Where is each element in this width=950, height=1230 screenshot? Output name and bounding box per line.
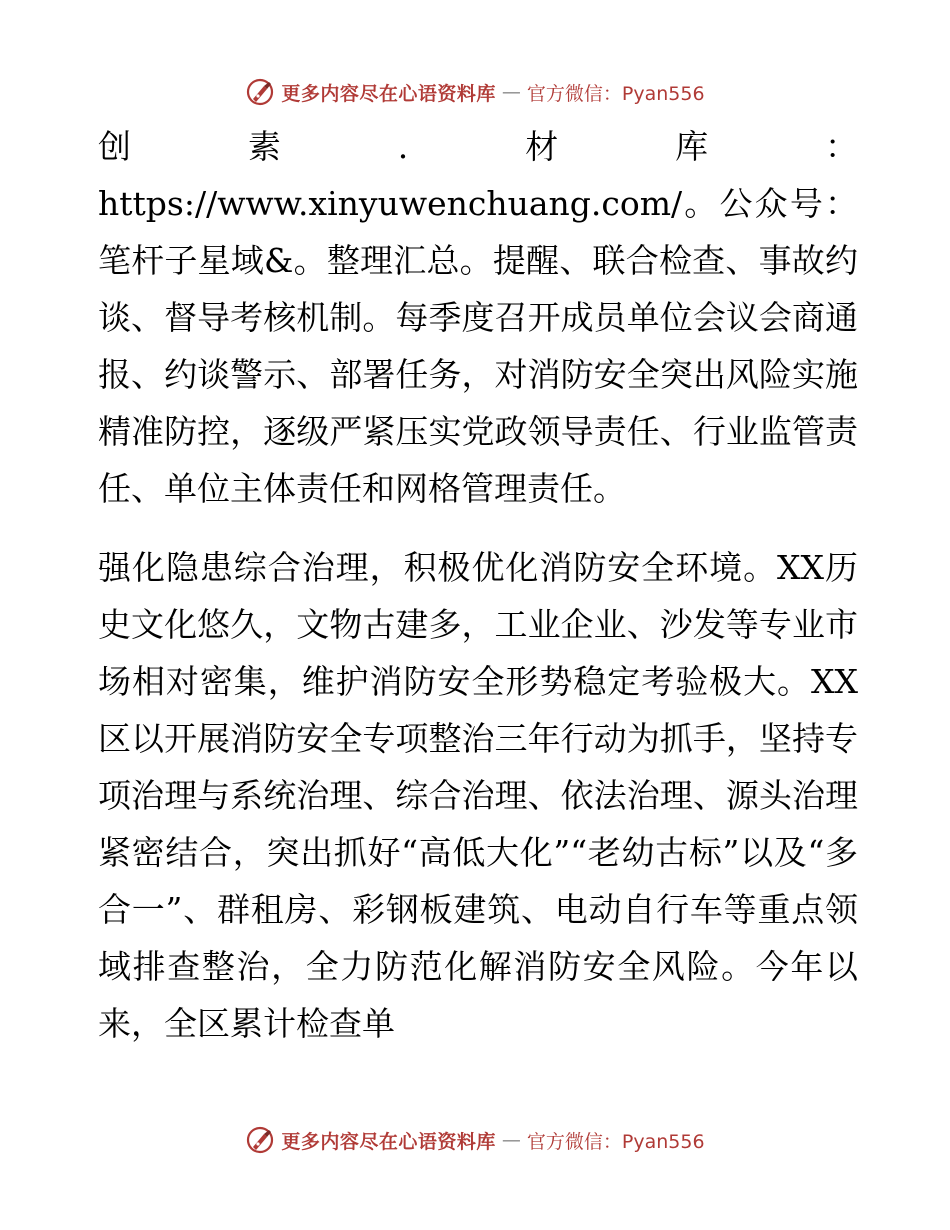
pen-nib-logo-icon <box>245 1125 275 1155</box>
banner-contact-text: 官方微信：Pyan556 <box>526 82 705 105</box>
header-banner <box>0 72 950 112</box>
banner-main-text: 更多内容尽在心语资料库 <box>281 1130 496 1153</box>
banner-separator: — <box>501 1129 521 1151</box>
banner-contact-text: 官方微信：Pyan556 <box>526 1130 705 1153</box>
footer-banner <box>0 1120 950 1160</box>
document-body <box>98 118 858 1052</box>
banner-separator: — <box>501 81 521 103</box>
body-paragraph-1: 创素.材库：https://www.xinyuwenchuang.com/。公众号：笔杆子星域&。整理汇总。提醒、联合检查、事故约谈、督导考核机制。每季度召开成员单位会议会商通报、约谈警示、部署任务，对消防安全突出风险实施精准防控，逐级严紧压实党政领导责任、行业监管责任、单位主体责任和网格管理责任。 <box>98 127 858 508</box>
pen-nib-logo-icon <box>245 77 275 107</box>
body-paragraph-2: 强化隐患综合治理，积极优化消防安全环境。XX历史文化悠久，文物古建多，工业企业、沙发等专业市场相对密集，维护消防安全形势稳定考验极大。XX区以开展消防安全专项整治三年行动为抓手，坚持专项治理与系统治理、综合治理、依法治理、源头治理紧密结合，突出抓好“高低大化”“老幼古标”以及“多合一”、群租房、彩钢板建筑、电动自行车等重点领域排查整治，全力防范化解消防安全风险。今年以来，全区累计检查单 <box>98 548 858 1043</box>
banner-main-text: 更多内容尽在心语资料库 <box>281 82 496 105</box>
